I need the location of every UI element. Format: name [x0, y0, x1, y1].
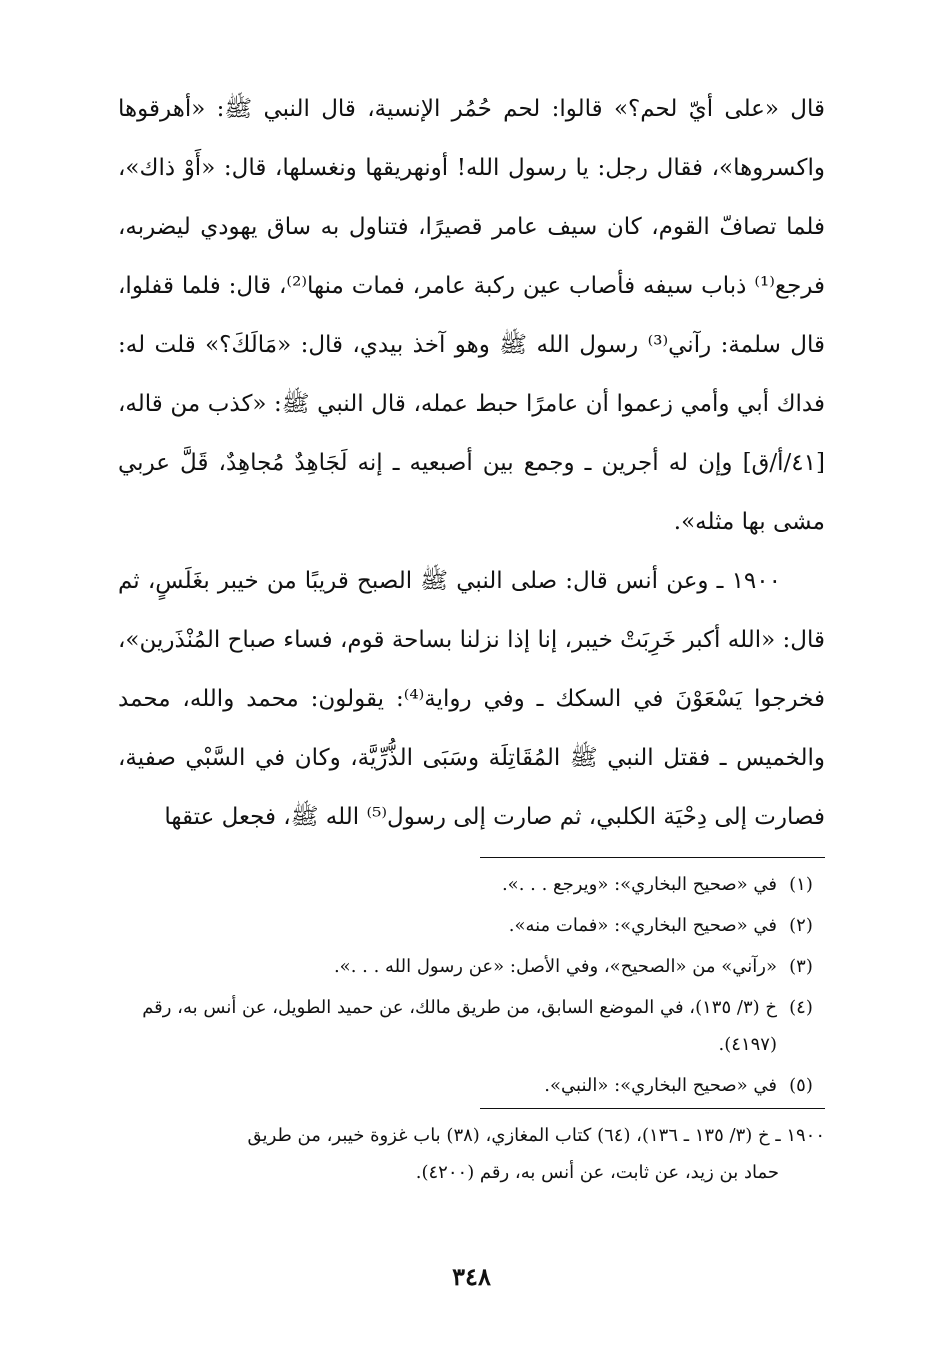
page-number: ٣٤٨ [452, 1262, 491, 1291]
footnote-item [118, 1067, 825, 1104]
source-note [118, 1117, 825, 1191]
source-note-line: ١٩٠٠ ـ خ (٣/ ١٣٥ ـ ١٣٦)، (٦٤) كتاب المغازي، (٣٨) باب غزوة خيبر، من طريق [247, 1125, 825, 1146]
footnote-item [118, 989, 825, 1063]
footnote-number: (١) [789, 874, 813, 895]
source-note-line: حماد بن زيد، عن ثابت، عن أنس به، رقم (٤٢٠٠). [415, 1162, 779, 1183]
footnote-text: في «صحيح البخاري»: «ويرجع . . .». [501, 874, 777, 895]
footnote-text: خ (٣/ ١٣٥)، في الموضع السابق، من طريق مالك، عن حميد الطويل، عن أنس به، رقم (٤١٩٧). [142, 997, 777, 1055]
footnotes [118, 866, 825, 1104]
footnote-number: (٥) [789, 1075, 813, 1096]
footnote-text: «رآني» من «الصحيح»، وفي الأصل: «عن رسول الله . . .». [333, 956, 777, 977]
footnote-text: في «صحيح البخاري»: «فمات منه». [508, 915, 777, 936]
main-text [118, 80, 825, 847]
footnote-number: (٤) [789, 997, 813, 1018]
footnote-divider [480, 857, 825, 858]
source-divider [480, 1108, 825, 1109]
footnote-number: (٢) [789, 915, 813, 936]
footnote-item [118, 866, 825, 903]
footnote-text: في «صحيح البخاري»: «النبي». [544, 1075, 777, 1096]
hadith-paragraph: ١٩٠٠ ـ وعن أنس قال: صلى النبي ﷺ الصبح قريبًا من خيبر بغَلَسٍ، ثم قال: «الله أكبر خَرِبَتْ خيبر، إنا إذا نزلنا بساحة قوم، فساء صباح المُنْذَرين»، فخرجوا يَسْعَوْنَ في السكك ـ وفي رواية⁽⁴⁾: يقولون: محمد والله، محمد والخميس ـ فقتل النبي ﷺ المُقَاتِلَة وسَبَى الذُّرِّيَّة، وكان في السَّبْي صفية، فصارت إلى دِحْيَة الكلبي، ثم صارت إلى رسول⁽⁵⁾ الله ﷺ، فجعل عتقها [118, 568, 825, 830]
footnote-item [118, 907, 825, 944]
footnote-number: (٣) [789, 956, 813, 977]
footnote-item [118, 948, 825, 985]
hadith-paragraph: قال «على أيّ لحم؟» قالوا: لحم حُمُر الإنسية، قال النبي ﷺ: «أهرقوها واكسروها»، فقال رجل: يا رسول الله! أونهريقها ونغسلها، قال: «أَوْ ذاك»، فلما تصافّ القوم، كان سيف عامر قصيرًا، فتناول به ساق يهودي ليضربه، فرجع⁽¹⁾ ذباب سيفه فأصاب عين ركبة عامر، فمات منها⁽²⁾، قال: فلما قفلوا، قال سلمة: رآني⁽³⁾ رسول الله ﷺ وهو آخذ بيدي، قال: «مَالَكَ؟» قلت له: فداك أبي وأمي زعموا أن عامرًا حبط عمله، قال النبي ﷺ: «كذب من قاله، [٤١/أ/ق] وإن له أجرين ـ وجمع بين أصبعيه ـ إنه لَجَاهِدٌ مُجاهِدٌ، قَلَّ عربي مشى بها مثله». [118, 96, 825, 535]
